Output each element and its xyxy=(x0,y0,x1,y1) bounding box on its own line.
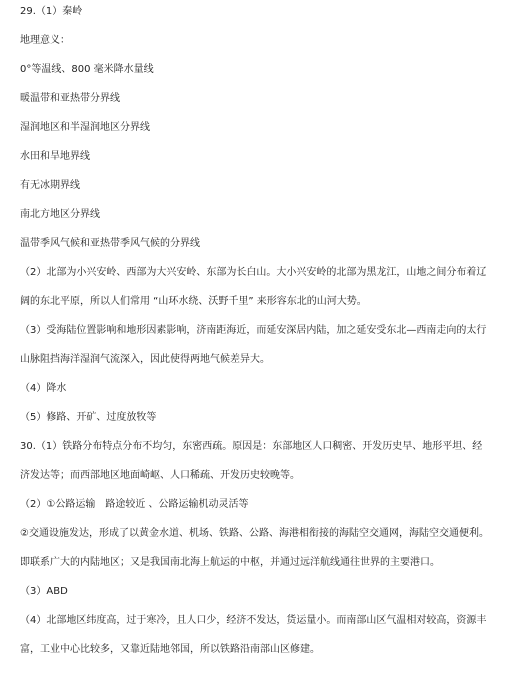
text-line: 温带季风气候和亚热带季风气候的分界线 xyxy=(20,238,200,249)
text-line: （2）①公路运输 路途较近 、公路运输机动灵活等 xyxy=(20,499,249,510)
text-line: 即联系广大的内陆地区；又是我国南北海上航运的中枢，并通过远洋航线通往世界的主要港口。 xyxy=(20,557,440,568)
text-line: 30.（1）铁路分布特点分布不均匀，东密西疏。原因是：东部地区人口稠密、开发历史早、地形平坦、经 xyxy=(20,441,483,452)
text-line: 地理意义： xyxy=(20,35,70,46)
text-line: （4）北部地区纬度高，过于寒冷，且人口少，经济不发达，货运量小。而南部山区气温相对较高，资源丰 xyxy=(20,615,487,626)
text-line: （4）降水 xyxy=(20,383,67,394)
text-line: 水田和旱地界线 xyxy=(20,151,90,162)
text-line: 山脉阻挡海洋湿润气流深入，因此使得两地气候差异大。 xyxy=(20,354,270,365)
text-line: （2）北部为小兴安岭、西部为大兴安岭、东部为长白山。大小兴安岭的北部为黑龙江，山地之间分布着辽 xyxy=(20,267,487,278)
text-line: 0°等温线、800 毫米降水量线 xyxy=(20,64,154,75)
text-line: （3）受海陆位置影响和地形因素影响，济南距海近，而延安深居内陆，加之延安受东北—西南走向的太行 xyxy=(20,325,487,336)
text-line: 暖温带和亚热带分界线 xyxy=(20,93,120,104)
text-line: （3）ABD xyxy=(20,586,68,597)
text-line: 湿润地区和半湿润地区分界线 xyxy=(20,122,150,133)
text-line: （5）修路、开矿、过度放牧等 xyxy=(20,412,157,423)
text-line: 济发达等；而西部地区地面崎岖、人口稀疏、开发历史较晚等。 xyxy=(20,470,300,481)
text-line: 南北方地区分界线 xyxy=(20,209,100,220)
text-line: 有无冰期界线 xyxy=(20,180,80,191)
text-line: 阔的东北平原，所以人们常用 “山环水绕、沃野千里” 来形容东北的山河大势。 xyxy=(20,296,367,307)
text-line: 29.（1）秦岭 xyxy=(20,6,83,17)
text-line: 富，工业中心比较多，又靠近陆地邻国，所以铁路沿南部山区修建。 xyxy=(20,644,320,655)
text-line: ②交通设施发达，形成了以黄金水道、机场、铁路、公路、海港相衔接的海陆空交通网，海陆空交通便利。 xyxy=(20,528,489,539)
